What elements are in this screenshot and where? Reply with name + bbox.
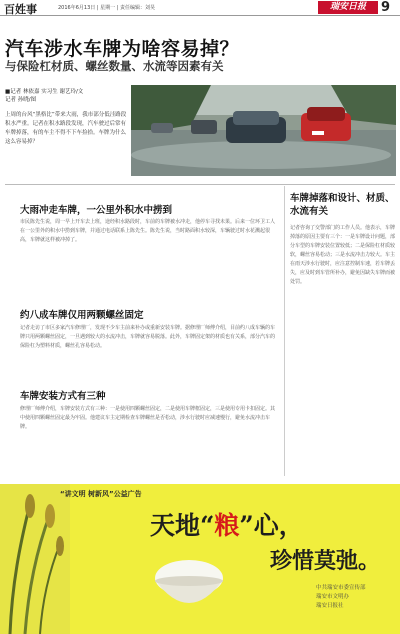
byline-line: ■记者 林依嘉 实习生 谢艺玲/文 [5,89,84,95]
lead-paragraph: 上周的台风“黑格比”带来大雨，我市部分低洼路段积水严重。记者在积水路段发现，汽车驶过后常有车牌掉落，有的车主不得不下车捡拾。车牌为什么这么容易掉？ [5,112,127,145]
rice-bowl-illustration [152,554,226,614]
ad-label: “讲文明 树新风”公益广告 [60,490,142,498]
subheadline: 与保险杠材质、螺丝数量、水流等因素有关 [5,59,224,73]
byline-line: 记者 孙晓/图 [5,97,37,103]
section-2-text: 记者走访了市区多家汽车修理厂，发现不少车主前来补办或重新安装车牌。据修理厂师傅介绍，目前约八成车辆的车牌只用两颗螺丝固定，一旦遇到较大的水流冲击，车牌就容易脱落。此外，车牌固定架的材质也有关系，部分汽车的保险杠为塑料材质，螺丝孔容易松动。 [20,325,276,349]
ad-title [150,506,304,542]
section-heading-3: 车牌安装方式有三种 [20,391,106,402]
ad-credit-line: 瑞安市文明办 [316,594,350,600]
section-heading-1: 大雨冲走车牌，一公里外积水中捞到 [20,205,173,216]
ad-credit-line: 瑞安日报社 [316,603,344,609]
section-4-text: 记者咨询了交警部门的工作人员。他表示，车牌掉落的原因主要有三个：一是车牌设计问题，部分车型的车牌安装位置较低；二是保险杠材质较软，螺丝容易松动；三是水流冲击力较大。车主在雨天涉水行驶时，应注意控制车速，若车牌丢失，应及时到车管所补办，避免因缺失车牌而被处罚。 [290,225,396,285]
rice-plant-illustration [0,484,70,634]
public-service-ad [0,484,400,634]
ad-title-key: 粮 [214,511,240,540]
issue-info: 2016年6月13日 | 星期一 | 责任编辑：刘昊 [58,5,155,11]
ad-title-pre: 天地“ [150,511,215,540]
section-heading-2: 约八成车牌仅用两颗螺丝固定 [20,310,144,321]
divider [5,184,395,185]
masthead [0,0,400,16]
flooded-street-photo [131,85,396,176]
ad-subtitle: 珍惜莫弛。 [270,548,381,574]
section-1-text: 市民陈先生说，周一早上开车去上班，途经积水路段时，车前的车牌被水冲走，他停车寻找未果。后来一位环卫工人在一公里外的积水中捞到车牌，并通过电话联系上陈先生。陈先生说，当时路面积水较深，车辆驶过时水花溅起很高，车牌就这样被冲掉了。 [20,219,276,243]
section-3-text: 修理厂师傅介绍，车牌安装方式有三种：一是使用四颗螺丝固定，二是使用车牌框固定，三是使用专用卡扣固定。其中使用四颗螺丝固定最为牢固。他建议车主定期检查车牌螺丝是否松动，涉水行驶时应减速慢行，避免水流冲击车牌。 [20,406,276,430]
byline [5,88,83,104]
ad-credit [316,584,366,611]
headline: 汽车涉水车牌为啥容易掉？ [5,38,240,60]
flooded-street-image [131,85,396,176]
newspaper-logo: 瑞安日报 [318,1,378,14]
page-number: 9 [381,0,391,15]
ad-credit-line: 中共瑞安市委宣传部 [316,585,366,591]
column-divider [284,186,285,476]
section-title: 百姓事 [4,3,37,16]
ad-title-post: ”心， [239,511,304,540]
section-heading-4: 车牌掉落和设计、材质、水流有关 [290,193,395,217]
